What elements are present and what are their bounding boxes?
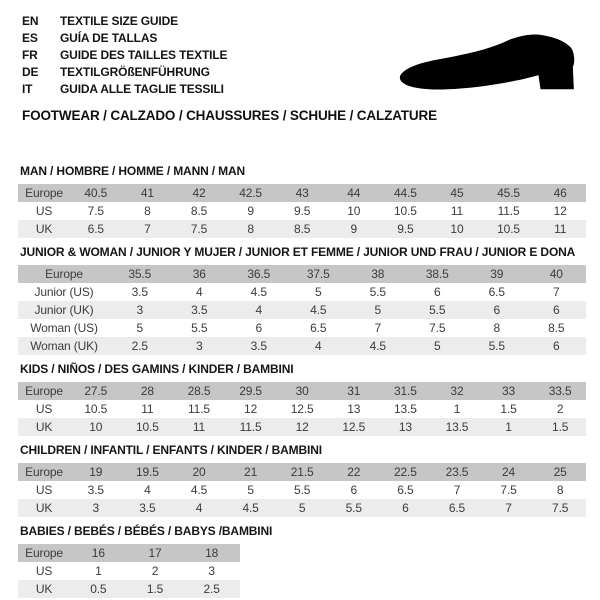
size-cell: 10	[450, 222, 464, 236]
size-cell: 1	[95, 564, 102, 578]
size-cell: 29.5	[239, 384, 262, 398]
size-cell: 4.5	[310, 303, 327, 317]
shoe-icon	[396, 32, 588, 96]
size-table-kids	[18, 382, 586, 436]
size-table-children	[18, 463, 586, 517]
size-cell: 8.5	[548, 321, 565, 335]
size-cell: 6	[552, 303, 560, 317]
table-row-junior-us	[18, 283, 586, 301]
section-title-kids: KIDS / NIÑOS / DES GAMINS / KINDER / BAMBINI	[20, 362, 294, 376]
table-row-europe	[18, 382, 586, 400]
size-cell: 5	[314, 285, 322, 299]
table-row-europe	[18, 544, 240, 562]
size-cell: 11	[192, 420, 206, 434]
size-cell: 5	[136, 321, 144, 335]
table-row-woman-us	[18, 319, 586, 337]
size-cell: 18	[205, 546, 219, 560]
row-label: US	[35, 564, 53, 578]
table-row-us	[18, 562, 240, 580]
size-cell: 7	[552, 285, 560, 299]
size-cell: 5.5	[488, 339, 505, 353]
size-cell: 6.5	[397, 483, 414, 497]
shoe-icon-shape	[400, 34, 574, 89]
size-cell: 3.5	[87, 483, 104, 497]
size-cell: 40	[549, 267, 563, 281]
size-cell: 7.5	[190, 222, 208, 236]
size-cell: 7	[505, 501, 512, 515]
size-cell: 9	[350, 222, 358, 236]
size-cell: 28	[140, 384, 154, 398]
size-cell: 11.5	[188, 402, 210, 416]
section-title-man: MAN / HOMBRE / HOMME / MANN / MAN	[20, 164, 246, 178]
size-table-babies	[18, 544, 240, 598]
table-row-europe	[18, 265, 586, 283]
size-cell: 10.5	[136, 420, 159, 434]
size-cell: 6.5	[87, 222, 104, 236]
table-row-us	[18, 481, 586, 499]
size-cell: 13.5	[445, 420, 469, 434]
size-cell: 44.5	[393, 186, 417, 200]
size-cell: 11	[141, 402, 154, 416]
size-cell: 31.5	[393, 384, 417, 398]
size-cell: 22	[347, 465, 361, 479]
row-label: UK	[35, 501, 53, 515]
section-title-junior-woman: JUNIOR & WOMAN / JUNIOR Y MUJER / JUNIOR ET FEMME / JUNIOR UND FRAU / JUNIOR E DONA	[20, 245, 576, 259]
size-cell: 8	[556, 483, 564, 497]
size-cell: 5	[298, 501, 306, 515]
size-cell: 21.5	[290, 465, 314, 479]
size-cell: 36.5	[247, 267, 271, 281]
size-cell: 1	[453, 402, 461, 416]
row-label: Europe	[25, 465, 63, 479]
size-cell: 0.5	[90, 582, 107, 596]
size-cell: 10.5	[393, 204, 417, 218]
size-cell: 11.5	[497, 204, 520, 218]
size-cell: 10	[89, 420, 103, 434]
size-cell: 40.5	[84, 186, 108, 200]
language-row-en	[22, 13, 600, 30]
size-cell: 7	[144, 222, 151, 236]
section-man	[18, 165, 600, 238]
size-cell: 8	[247, 222, 254, 236]
table-row-uk	[18, 580, 240, 598]
size-cell: 12	[295, 420, 309, 434]
size-cell: 3.5	[250, 339, 267, 353]
size-cell: 37.5	[306, 267, 330, 281]
row-label: UK	[35, 582, 53, 596]
size-cell: 27.5	[84, 384, 108, 398]
size-cell: 12	[553, 204, 567, 218]
size-cell: 44	[347, 186, 361, 200]
size-cell: 12.5	[290, 402, 314, 416]
size-cell: 24	[502, 465, 516, 479]
row-label: Europe	[45, 267, 83, 281]
size-cell: 41	[140, 186, 154, 200]
size-cell: 4	[144, 483, 151, 497]
row-label: Europe	[25, 384, 63, 398]
size-cell: 3.5	[139, 501, 156, 515]
size-cell: 16	[91, 546, 105, 560]
language-label: GUÍA DE TALLAS	[60, 31, 158, 45]
section-kids	[18, 363, 600, 436]
size-cell: 2	[556, 402, 564, 416]
size-cell: 7.5	[429, 321, 446, 335]
size-cell: 9.5	[294, 204, 311, 218]
size-cell: 5	[247, 483, 254, 497]
size-cell: 11	[554, 222, 567, 236]
row-label: Junior (UK)	[34, 303, 94, 317]
size-cell: 3	[208, 564, 215, 578]
size-cell: 7.5	[552, 501, 569, 515]
size-cell: 1.5	[500, 402, 517, 416]
row-label: Europe	[25, 546, 63, 560]
size-cell: 6.5	[448, 501, 466, 515]
language-label: GUIDA ALLE TAGLIE TESSILI	[60, 82, 224, 96]
size-cell: 6	[493, 303, 501, 317]
size-cell: 10.5	[84, 402, 108, 416]
size-cell: 8	[493, 321, 501, 335]
size-cell: 7.5	[500, 483, 517, 497]
table-row-uk	[18, 499, 586, 517]
size-cell: 6	[433, 285, 441, 299]
size-cell: 12	[244, 402, 258, 416]
size-cell: 3	[195, 339, 203, 353]
size-cell: 17	[148, 546, 162, 560]
size-cell: 43	[295, 186, 309, 200]
size-cell: 12.5	[342, 420, 366, 434]
size-cell: 5.5	[369, 285, 386, 299]
size-cell: 8	[144, 204, 151, 218]
size-cell: 46	[553, 186, 567, 200]
size-cell: 28.5	[187, 384, 211, 398]
size-cell: 25	[553, 465, 567, 479]
section-junior-woman	[18, 246, 600, 355]
size-cell: 3	[136, 303, 144, 317]
language-label: GUIDE DES TAILLES TEXTILE	[60, 48, 228, 62]
size-cell: 5	[374, 303, 382, 317]
section-children	[18, 444, 600, 517]
size-cell: 11.5	[239, 420, 262, 434]
size-cell: 4.5	[242, 501, 259, 515]
size-cell: 33	[502, 384, 516, 398]
size-cell: 7.5	[87, 204, 104, 218]
size-cell: 13	[347, 402, 361, 416]
size-cell: 5.5	[191, 321, 208, 335]
row-label: UK	[35, 222, 53, 236]
category-title: FOOTWEAR / CALZADO / CHAUSSURES / SCHUHE / CALZATURE	[22, 108, 437, 123]
size-cell: 33.5	[548, 384, 572, 398]
language-code: DE	[22, 65, 39, 79]
size-cell: 3.5	[131, 285, 148, 299]
size-cell: 10.5	[497, 222, 520, 236]
size-cell: 4	[314, 339, 322, 353]
size-cell: 21	[244, 465, 258, 479]
size-cell: 6	[350, 483, 358, 497]
size-cell: 4.5	[250, 285, 267, 299]
size-cell: 6	[552, 339, 560, 353]
size-cell: 30	[295, 384, 309, 398]
row-label: Woman (UK)	[30, 339, 98, 353]
table-row-junior-uk	[18, 301, 586, 319]
size-cell: 22.5	[393, 465, 417, 479]
size-tables	[0, 165, 600, 598]
size-table-man	[18, 184, 586, 238]
size-cell: 7	[374, 321, 382, 335]
size-cell: 8.5	[294, 222, 311, 236]
size-cell: 38	[371, 267, 385, 281]
size-cell: 7	[453, 483, 461, 497]
size-cell: 39	[490, 267, 504, 281]
language-code: EN	[22, 14, 39, 28]
language-label: TEXTILE SIZE GUIDE	[60, 14, 178, 28]
language-label: TEXTILGRÖßENFÜHRUNG	[60, 65, 210, 79]
size-cell: 31	[347, 384, 361, 398]
section-babies	[18, 525, 600, 598]
row-label: US	[35, 483, 53, 497]
row-label: UK	[35, 420, 53, 434]
table-row-uk	[18, 418, 586, 436]
size-cell: 42.5	[239, 186, 262, 200]
size-cell: 5	[433, 339, 441, 353]
size-table-junior-woman	[18, 265, 586, 355]
size-cell: 6.5	[310, 321, 327, 335]
size-cell: 9.5	[397, 222, 414, 236]
row-label: US	[35, 402, 53, 416]
size-cell: 13	[398, 420, 412, 434]
size-cell: 6	[402, 501, 409, 515]
section-title-babies: BABIES / BEBÉS / BÉBÉS / BABYS /BAMBINI	[20, 524, 273, 538]
size-cell: 1	[505, 420, 512, 434]
row-label: Junior (US)	[34, 285, 94, 299]
size-cell: 35.5	[128, 267, 152, 281]
row-label: Europe	[25, 186, 63, 200]
section-title-children: CHILDREN / INFANTIL / ENFANTS / KINDER / BAMBINI	[20, 443, 322, 457]
size-cell: 2.5	[203, 582, 220, 596]
size-cell: 4	[195, 285, 203, 299]
size-cell: 5.5	[345, 501, 362, 515]
size-cell: 4	[255, 303, 263, 317]
row-label: US	[35, 204, 53, 218]
language-code: FR	[22, 48, 38, 62]
size-cell: 1.5	[552, 420, 569, 434]
size-cell: 19.5	[136, 465, 159, 479]
size-cell: 6	[255, 321, 263, 335]
table-row-europe	[18, 184, 586, 202]
size-cell: 20	[192, 465, 206, 479]
size-cell: 42	[192, 186, 206, 200]
row-label: Woman (US)	[30, 321, 98, 335]
size-cell: 10	[347, 204, 361, 218]
size-cell: 38.5	[425, 267, 449, 281]
size-cell: 11	[450, 204, 464, 218]
size-cell: 3.5	[191, 303, 208, 317]
size-cell: 5.5	[429, 303, 446, 317]
language-code: ES	[22, 31, 38, 45]
size-cell: 1.5	[146, 582, 164, 596]
size-cell: 2	[151, 564, 159, 578]
size-cell: 4.5	[369, 339, 386, 353]
size-cell: 3	[92, 501, 100, 515]
size-cell: 23.5	[445, 465, 469, 479]
size-cell: 5.5	[294, 483, 311, 497]
size-cell: 19	[89, 465, 103, 479]
size-cell: 45.5	[497, 186, 520, 200]
size-cell: 8.5	[190, 204, 208, 218]
table-row-woman-uk	[18, 337, 586, 355]
size-cell: 45	[450, 186, 464, 200]
table-row-uk	[18, 220, 586, 238]
size-cell: 9	[247, 204, 254, 218]
size-cell: 13.5	[393, 402, 417, 416]
size-cell: 6.5	[488, 285, 505, 299]
size-cell: 2.5	[131, 339, 148, 353]
size-cell: 4.5	[190, 483, 208, 497]
table-row-us	[18, 400, 586, 418]
size-cell: 32	[450, 384, 464, 398]
language-code: IT	[22, 82, 33, 96]
table-row-us	[18, 202, 586, 220]
size-cell: 4	[195, 501, 203, 515]
table-row-europe	[18, 463, 586, 481]
size-cell: 36	[192, 267, 206, 281]
